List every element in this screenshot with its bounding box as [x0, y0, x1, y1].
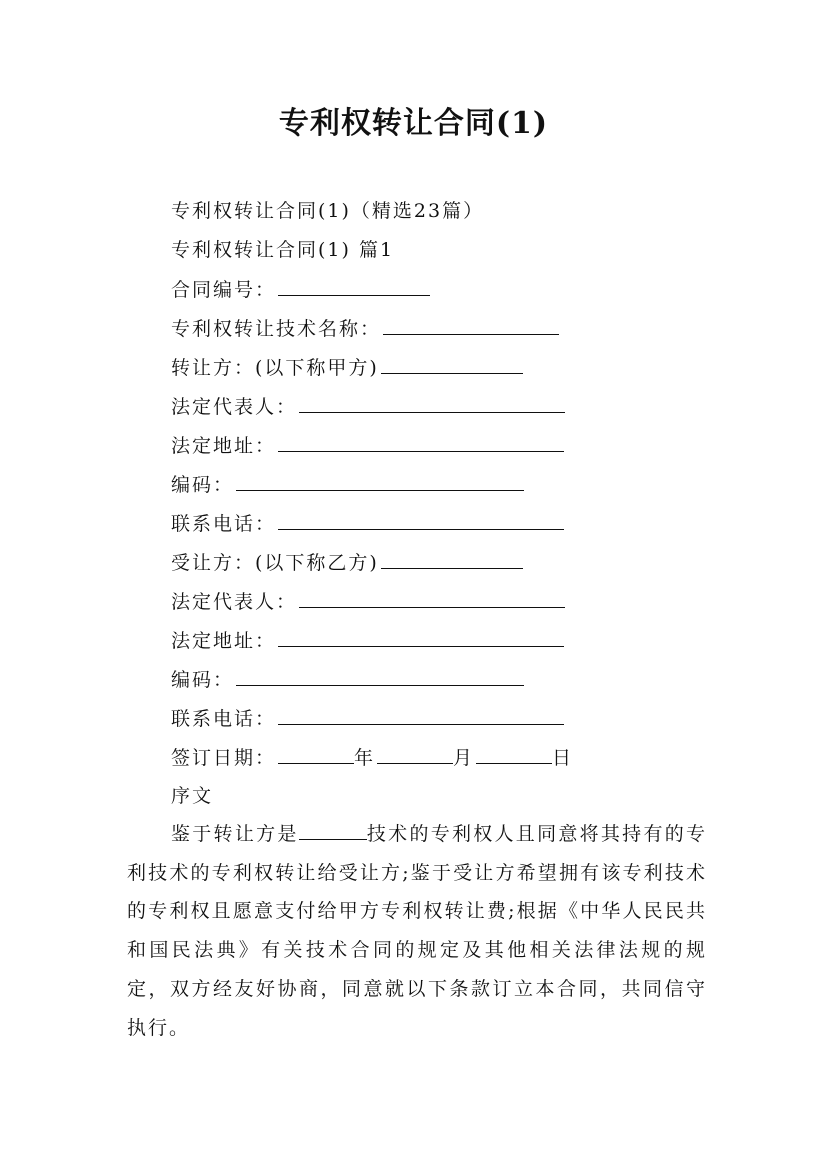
preface-heading: 序文	[171, 785, 214, 807]
field-label: 法定地址：	[171, 630, 277, 652]
field-label: 法定代表人：	[171, 396, 298, 418]
fill-blank-line	[278, 509, 564, 530]
field-transferor	[171, 353, 523, 381]
fill-blank-line	[236, 470, 524, 491]
fill-blank-line	[236, 665, 524, 686]
field-transferor-phone	[171, 509, 564, 537]
fill-blank-line	[383, 314, 559, 335]
field-transferee-representative	[171, 587, 565, 615]
field-label: 专利权转让技术名称：	[171, 318, 382, 340]
fill-blank-line	[299, 821, 367, 840]
fill-blank-line	[381, 548, 523, 569]
fill-blank-line	[299, 587, 565, 608]
field-label: 联系电话：	[171, 708, 277, 730]
day-label: 日	[552, 747, 574, 769]
field-technology-name	[171, 314, 559, 342]
field-label: 受让方：(以下称乙方)	[171, 552, 379, 574]
fill-blank-line	[278, 275, 430, 296]
fill-blank-line	[381, 353, 523, 374]
field-transferor-address	[171, 431, 564, 459]
fill-blank-line	[377, 743, 453, 764]
fill-blank-line	[476, 743, 552, 764]
preface-text-part2: 技术的专利权人且同意将其持有的专利技术的专利权转让给受让方;鉴于受让方希望拥有该专利技术的专利权且愿意支付给甲方专利权转让费;根据《中华人民民共和国民法典》有关技术合同的规定及其他相关法律法规的规定，双方经友好协商，同意就以下条款订立本合同，共同信守执行。	[127, 823, 707, 1039]
fill-blank-line	[278, 743, 354, 764]
field-transferee-postcode	[171, 665, 524, 693]
preface-paragraph	[127, 815, 707, 1047]
field-label: 合同编号：	[171, 279, 277, 301]
field-label: 联系电话：	[171, 513, 277, 535]
document-title: 专利权转让合同(1)	[278, 106, 549, 141]
year-label: 年	[354, 747, 376, 769]
fill-blank-line	[278, 431, 564, 452]
field-label: 法定代表人：	[171, 591, 298, 613]
field-transferor-representative	[171, 392, 565, 420]
sign-date-label: 签订日期：	[171, 747, 277, 769]
field-label: 编码：	[171, 669, 235, 691]
field-label: 法定地址：	[171, 435, 277, 457]
field-transferee	[171, 548, 523, 576]
field-contract-number	[171, 275, 430, 303]
document-subtitle: 专利权转让合同(1)（精选23篇）	[171, 200, 485, 222]
month-label: 月	[453, 747, 475, 769]
field-label: 转让方：(以下称甲方)	[171, 357, 379, 379]
field-transferee-address	[171, 626, 564, 654]
section-heading: 专利权转让合同(1) 篇1	[171, 239, 395, 261]
field-transferee-phone	[171, 704, 564, 732]
fill-blank-line	[278, 626, 564, 647]
field-label: 编码：	[171, 474, 235, 496]
field-transferor-postcode	[171, 470, 524, 498]
preface-text-part1: 鉴于转让方是	[171, 823, 299, 845]
fill-blank-line	[278, 704, 564, 725]
field-sign-date	[171, 743, 573, 771]
fill-blank-line	[299, 392, 565, 413]
